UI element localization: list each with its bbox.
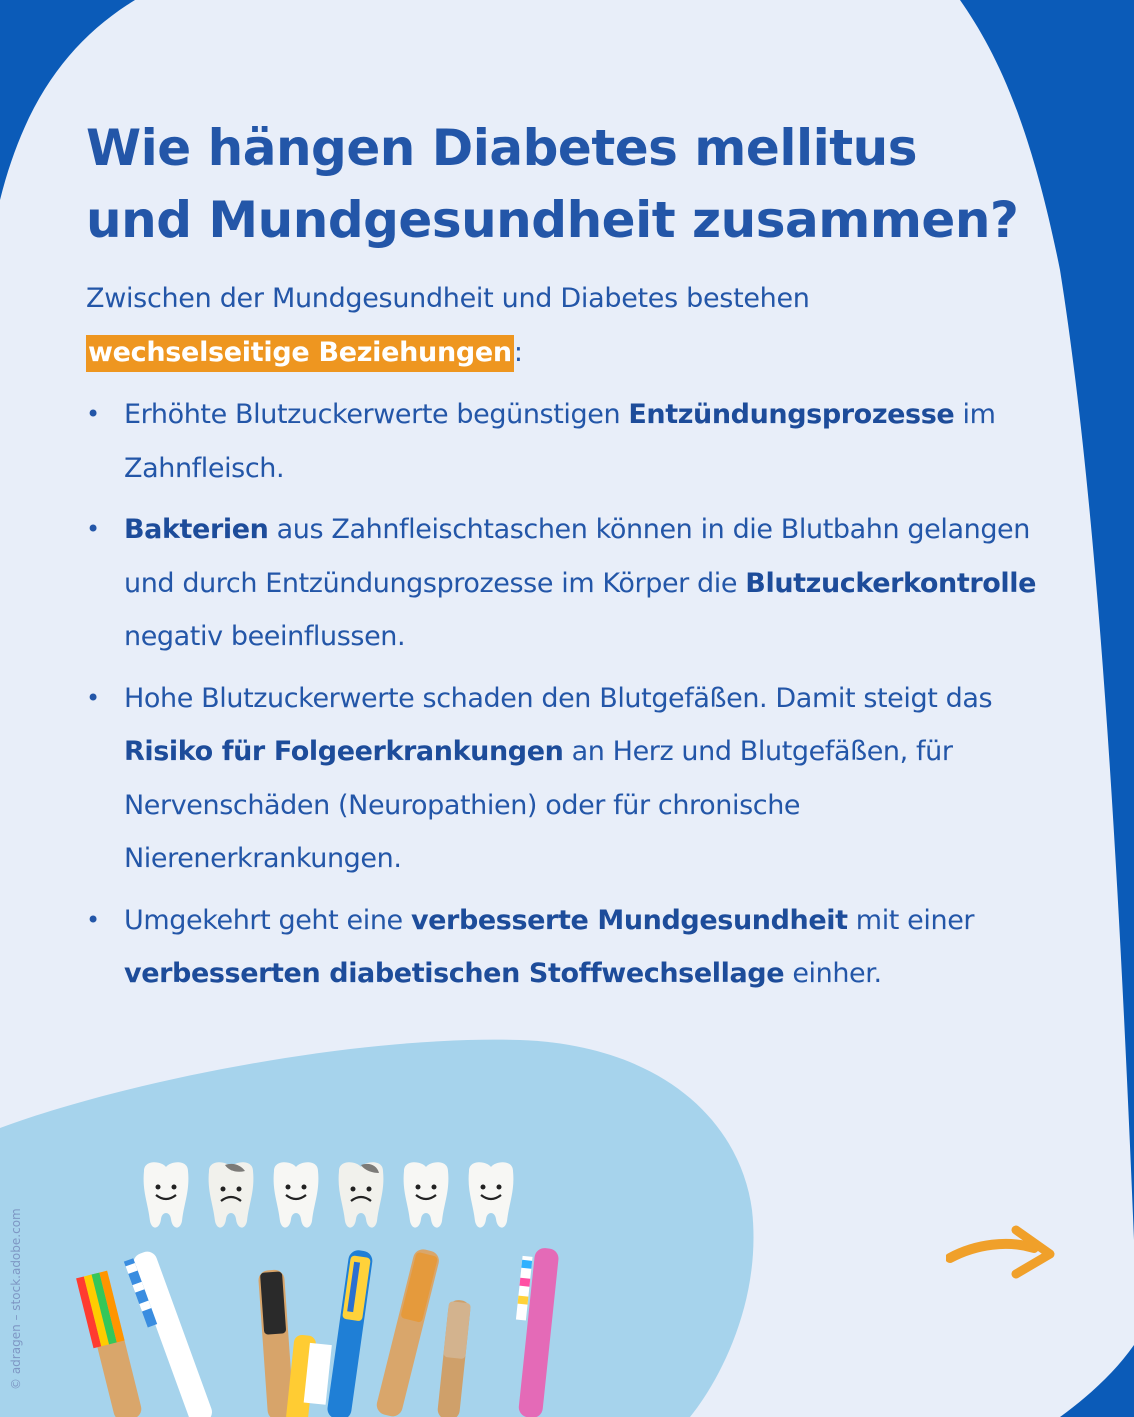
- photo-credit: © adragen – stock.adobe.com: [9, 1208, 23, 1390]
- bullet-emphasis: Entzündungsprozesse: [628, 399, 955, 430]
- bullet-text: Hohe Blutzuckerwerte schaden den Blutgefäßen. Damit steigt das: [124, 682, 993, 714]
- bullet-emphasis: Bakterien: [124, 514, 269, 545]
- list-item: [86, 894, 1076, 1001]
- bullet-emphasis: Risiko für Folgeerkrankungen: [124, 736, 564, 767]
- bullet-emphasis: verbesserte Mundgesundheit: [410, 904, 848, 936]
- bullet-text: negativ beeinflussen.: [124, 621, 406, 652]
- title-line-1: Wie hängen Diabetes mellitus: [86, 119, 917, 177]
- bullet-emphasis: Blutzuckerkontrolle: [745, 567, 1037, 599]
- list-item: [86, 388, 1076, 495]
- bullet-icon: •: [86, 515, 100, 543]
- bullet-text: einher.: [784, 958, 882, 989]
- bullet-icon: •: [86, 400, 100, 428]
- bullet-text: aus Zahnfleischtaschen können in die Blutbahn gelangen und durch Entzündungsprozesse im Körper die: [124, 514, 1030, 599]
- intro-line: Zwischen der Mundgesundheit und Diabetes bestehen: [86, 283, 810, 314]
- list-item: [86, 503, 1076, 664]
- intro-highlight-line: [86, 326, 1046, 380]
- bullet-icon: •: [86, 683, 100, 712]
- highlight-text: wechselseitige Beziehungen: [86, 335, 514, 372]
- bullet-text: mit einer: [847, 904, 975, 936]
- list-item: [86, 672, 1076, 886]
- page-title: [86, 112, 1096, 256]
- title-line-2: und Mundgesundheit zusammen?: [86, 191, 1019, 249]
- bullet-emphasis: verbesserten diabetischen Stoffwechsellage: [124, 958, 785, 989]
- bullet-list: [86, 388, 1076, 1009]
- arrow-right-icon[interactable]: [946, 1222, 1056, 1282]
- bullet-text: im Zahnfleisch.: [124, 399, 996, 484]
- bullet-icon: •: [86, 905, 100, 934]
- bullet-text: Erhöhte Blutzuckerwerte begünstigen: [124, 399, 629, 430]
- bullet-text: an Herz und Blutgefäßen, für Nervenschäden (Neuropathien) oder für chronische Nierenerkrankungen.: [124, 736, 953, 874]
- intro-paragraph: [86, 272, 1046, 380]
- bullet-text: Umgekehrt geht eine: [124, 904, 411, 936]
- intro-colon: :: [513, 337, 523, 368]
